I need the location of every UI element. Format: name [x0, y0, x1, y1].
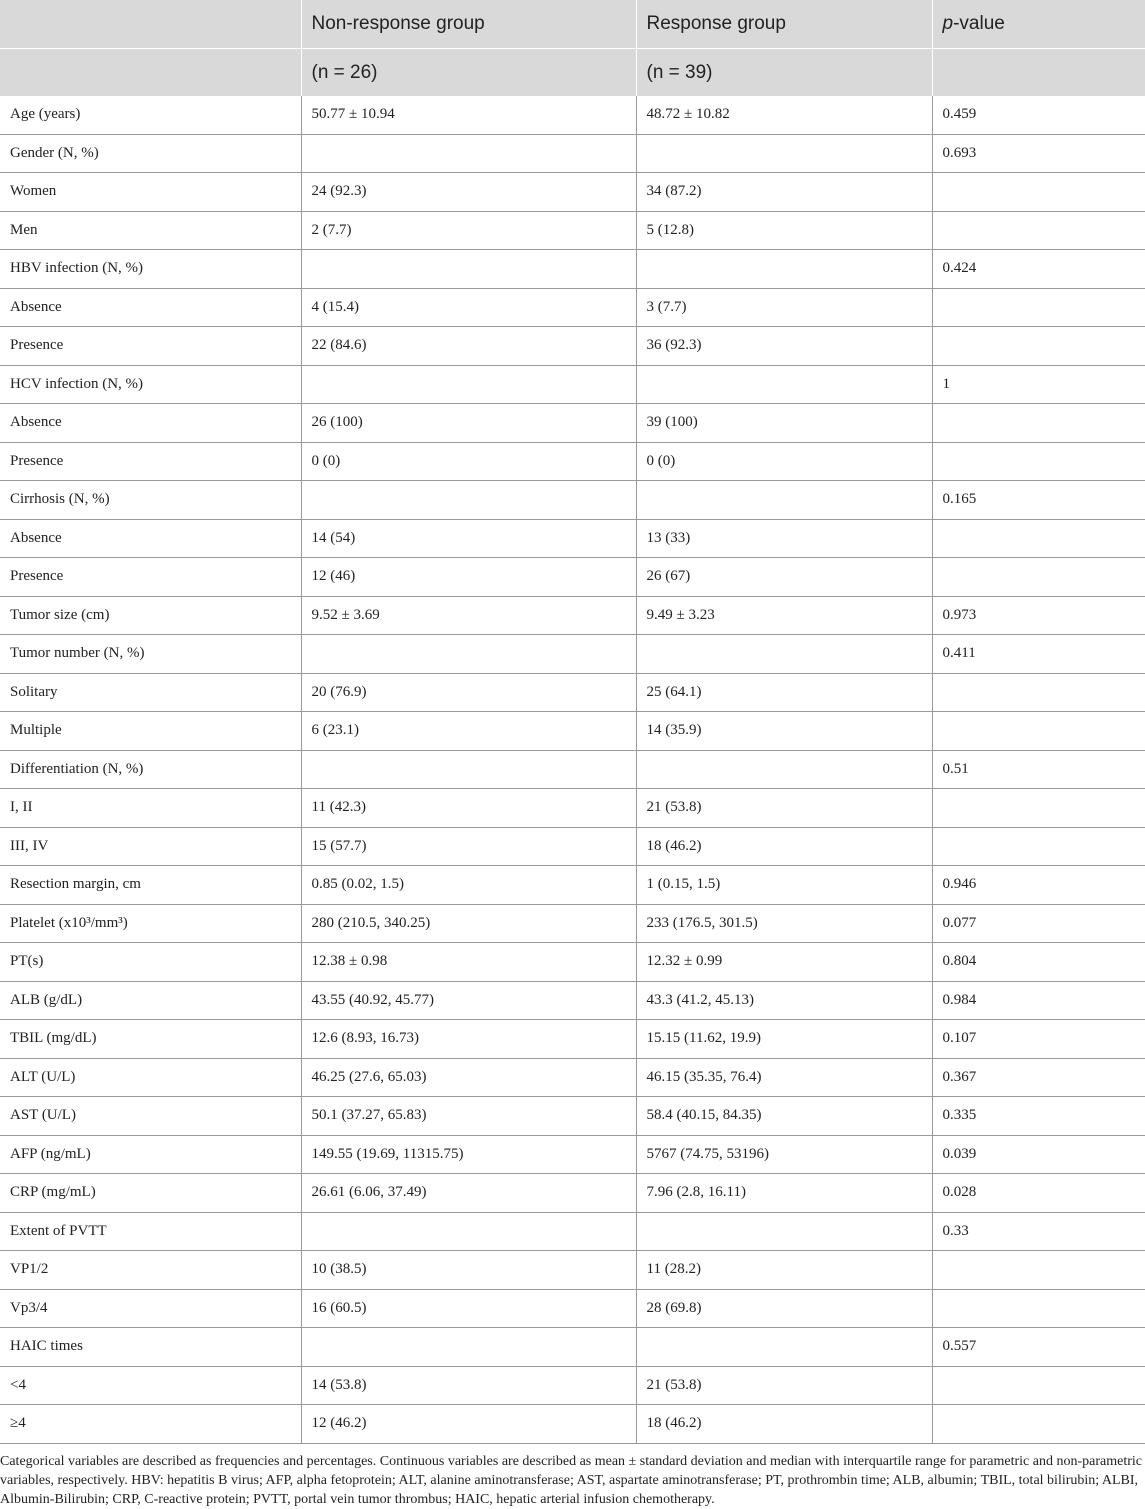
table-body: [0, 96, 1145, 1443]
nonresponse-cell: 2 (7.7): [301, 211, 636, 250]
nonresponse-cell: 43.55 (40.92, 45.77): [301, 981, 636, 1020]
table-row: [0, 288, 1145, 327]
response-cell: 3 (7.7): [636, 288, 932, 327]
p-italic: p: [942, 13, 954, 34]
p-value-cell: 0.984: [932, 981, 1145, 1020]
nonresponse-cell: 50.1 (37.27, 65.83): [301, 1097, 636, 1136]
response-cell: [636, 750, 932, 789]
table-row: [0, 558, 1145, 597]
table-row: [0, 750, 1145, 789]
response-cell: 36 (92.3): [636, 327, 932, 366]
table-row: [0, 211, 1145, 250]
table-row: [0, 1058, 1145, 1097]
p-value-cell: [932, 211, 1145, 250]
row-label: HAIC times: [0, 1328, 301, 1367]
p-value-cell: 0.411: [932, 635, 1145, 674]
table-row: [0, 1135, 1145, 1174]
table-row: [0, 1174, 1145, 1213]
p-value-cell: 1: [932, 365, 1145, 404]
p-value-cell: [932, 558, 1145, 597]
nonresponse-cell: 9.52 ± 3.69: [301, 596, 636, 635]
response-cell: [636, 1328, 932, 1367]
p-value-cell: 0.107: [932, 1020, 1145, 1059]
row-label: Presence: [0, 442, 301, 481]
row-label: Absence: [0, 519, 301, 558]
p-value-cell: [932, 1405, 1145, 1444]
p-value-cell: 0.165: [932, 481, 1145, 520]
row-label: AST (U/L): [0, 1097, 301, 1136]
p-value-cell: 0.367: [932, 1058, 1145, 1097]
nonresponse-cell: 22 (84.6): [301, 327, 636, 366]
p-value-cell: [932, 673, 1145, 712]
row-label: III, IV: [0, 827, 301, 866]
response-cell: 21 (53.8): [636, 789, 932, 828]
p-value-cell: 0.335: [932, 1097, 1145, 1136]
nonresponse-cell: [301, 250, 636, 289]
header-blank-3: [932, 49, 1145, 97]
response-cell: [636, 481, 932, 520]
nonresponse-cell: 20 (76.9): [301, 673, 636, 712]
row-label: I, II: [0, 789, 301, 828]
table-row: [0, 673, 1145, 712]
p-value-cell: [932, 404, 1145, 443]
response-cell: [636, 635, 932, 674]
nonresponse-cell: 0.85 (0.02, 1.5): [301, 866, 636, 905]
p-value-cell: [932, 1289, 1145, 1328]
row-label: Absence: [0, 404, 301, 443]
table-row: [0, 904, 1145, 943]
table-row: [0, 173, 1145, 212]
response-cell: 18 (46.2): [636, 1405, 932, 1444]
nonresponse-cell: 15 (57.7): [301, 827, 636, 866]
nonresponse-cell: [301, 1212, 636, 1251]
nonresponse-cell: 12 (46): [301, 558, 636, 597]
row-label: ≥4: [0, 1405, 301, 1444]
nonresponse-cell: 10 (38.5): [301, 1251, 636, 1290]
nonresponse-cell: 46.25 (27.6, 65.03): [301, 1058, 636, 1097]
p-value-cell: 0.946: [932, 866, 1145, 905]
response-cell: 13 (33): [636, 519, 932, 558]
p-value-cell: 0.33: [932, 1212, 1145, 1251]
response-cell: 1 (0.15, 1.5): [636, 866, 932, 905]
response-cell: 14 (35.9): [636, 712, 932, 751]
table-row: [0, 1212, 1145, 1251]
nonresponse-cell: [301, 365, 636, 404]
response-cell: 58.4 (40.15, 84.35): [636, 1097, 932, 1136]
table-row: [0, 134, 1145, 173]
response-cell: 5767 (74.75, 53196): [636, 1135, 932, 1174]
response-cell: 18 (46.2): [636, 827, 932, 866]
response-cell: [636, 365, 932, 404]
table-row: [0, 943, 1145, 982]
header-blank: [0, 0, 301, 49]
row-label: TBIL (mg/dL): [0, 1020, 301, 1059]
row-label: HCV infection (N, %): [0, 365, 301, 404]
response-cell: 26 (67): [636, 558, 932, 597]
nonresponse-cell: 6 (23.1): [301, 712, 636, 751]
p-value-cell: [932, 712, 1145, 751]
nonresponse-cell: 14 (53.8): [301, 1366, 636, 1405]
nonresponse-cell: [301, 481, 636, 520]
row-label: Platelet (x10³/mm³): [0, 904, 301, 943]
nonresponse-cell: 12 (46.2): [301, 1405, 636, 1444]
row-label: VP1/2: [0, 1251, 301, 1290]
row-label: CRP (mg/mL): [0, 1174, 301, 1213]
row-label: Cirrhosis (N, %): [0, 481, 301, 520]
p-value-cell: [932, 519, 1145, 558]
response-cell: 25 (64.1): [636, 673, 932, 712]
nonresponse-cell: 50.77 ± 10.94: [301, 96, 636, 134]
row-label: Solitary: [0, 673, 301, 712]
p-value-cell: 0.973: [932, 596, 1145, 635]
table-row: [0, 789, 1145, 828]
table-row: [0, 1289, 1145, 1328]
table-row: [0, 1251, 1145, 1290]
table-row: [0, 96, 1145, 134]
header-nonresponse-group: Non-response group: [301, 0, 636, 49]
header-response-group: Response group: [636, 0, 932, 49]
response-cell: 0 (0): [636, 442, 932, 481]
header-response-n: (n = 39): [636, 49, 932, 97]
table-row: [0, 442, 1145, 481]
p-value-cell: [932, 1251, 1145, 1290]
row-label: Presence: [0, 327, 301, 366]
row-label: Differentiation (N, %): [0, 750, 301, 789]
row-label: ALT (U/L): [0, 1058, 301, 1097]
response-cell: 15.15 (11.62, 19.9): [636, 1020, 932, 1059]
table-row: [0, 596, 1145, 635]
table-row: [0, 481, 1145, 520]
p-value-cell: [932, 827, 1145, 866]
nonresponse-cell: 149.55 (19.69, 11315.75): [301, 1135, 636, 1174]
response-cell: 21 (53.8): [636, 1366, 932, 1405]
header-p-value: [932, 0, 1145, 49]
nonresponse-cell: 0 (0): [301, 442, 636, 481]
response-cell: 11 (28.2): [636, 1251, 932, 1290]
p-value-cell: 0.039: [932, 1135, 1145, 1174]
table-row: [0, 827, 1145, 866]
response-cell: [636, 134, 932, 173]
nonresponse-cell: 4 (15.4): [301, 288, 636, 327]
row-label: HBV infection (N, %): [0, 250, 301, 289]
p-value-cell: 0.459: [932, 96, 1145, 134]
row-label: Women: [0, 173, 301, 212]
row-label: AFP (ng/mL): [0, 1135, 301, 1174]
p-value-cell: [932, 1366, 1145, 1405]
table-row: [0, 404, 1145, 443]
table-footnote: [0, 1452, 1145, 1509]
nonresponse-cell: [301, 134, 636, 173]
p-value-cell: 0.693: [932, 134, 1145, 173]
row-label: Tumor size (cm): [0, 596, 301, 635]
p-value-cell: 0.557: [932, 1328, 1145, 1367]
nonresponse-cell: 26.61 (6.06, 37.49): [301, 1174, 636, 1213]
table-row: [0, 866, 1145, 905]
p-value-rest: -value: [953, 13, 1005, 34]
response-cell: 34 (87.2): [636, 173, 932, 212]
response-cell: 43.3 (41.2, 45.13): [636, 981, 932, 1020]
nonresponse-cell: 12.38 ± 0.98: [301, 943, 636, 982]
p-value-cell: [932, 442, 1145, 481]
footnote-text: Categorical variables are described as frequencies and percentages. Continuous variables are described as mean ± standard deviation and median with interquartile range for parametric and non-parametric variables, respectively. HBV: hepatitis B virus; AFP, alpha fetoprotein; ALT, alanine aminotransferase; AST, aspartate aminotransferase; PT, prothrombin time; ALB, albumin; TBIL, total bilirubin; ALBI, Albumin-Bilirubin; CRP, C-reactive protein; PVTT, portal vein tumor thrombus; HAIC, hepatic arterial infusion chemotherapy.: [0, 1454, 1142, 1507]
row-label: Gender (N, %): [0, 134, 301, 173]
row-label: Tumor number (N, %): [0, 635, 301, 674]
table-row: [0, 712, 1145, 751]
nonresponse-cell: [301, 635, 636, 674]
response-cell: 28 (69.8): [636, 1289, 932, 1328]
nonresponse-cell: [301, 750, 636, 789]
row-label: Men: [0, 211, 301, 250]
response-cell: [636, 250, 932, 289]
nonresponse-cell: 11 (42.3): [301, 789, 636, 828]
response-cell: 12.32 ± 0.99: [636, 943, 932, 982]
table-row: [0, 1097, 1145, 1136]
nonresponse-cell: 24 (92.3): [301, 173, 636, 212]
table-row: [0, 519, 1145, 558]
table-row: [0, 981, 1145, 1020]
table-row: [0, 1366, 1145, 1405]
nonresponse-cell: 14 (54): [301, 519, 636, 558]
response-cell: 5 (12.8): [636, 211, 932, 250]
response-cell: 233 (176.5, 301.5): [636, 904, 932, 943]
table-row: [0, 250, 1145, 289]
table-header: [0, 0, 1145, 96]
nonresponse-cell: 16 (60.5): [301, 1289, 636, 1328]
row-label: ALB (g/dL): [0, 981, 301, 1020]
nonresponse-cell: [301, 1328, 636, 1367]
row-label: Absence: [0, 288, 301, 327]
response-cell: 7.96 (2.8, 16.11): [636, 1174, 932, 1213]
p-value-cell: [932, 288, 1145, 327]
row-label: Vp3/4: [0, 1289, 301, 1328]
nonresponse-cell: 12.6 (8.93, 16.73): [301, 1020, 636, 1059]
p-value-cell: 0.804: [932, 943, 1145, 982]
table-row: [0, 327, 1145, 366]
p-value-cell: 0.424: [932, 250, 1145, 289]
table-row: [0, 635, 1145, 674]
table-row: [0, 1405, 1145, 1444]
table-row: [0, 365, 1145, 404]
p-value-cell: [932, 789, 1145, 828]
p-value-cell: [932, 173, 1145, 212]
row-label: Age (years): [0, 96, 301, 134]
row-label: PT(s): [0, 943, 301, 982]
row-label: Multiple: [0, 712, 301, 751]
response-cell: 9.49 ± 3.23: [636, 596, 932, 635]
row-label: Presence: [0, 558, 301, 597]
table-row: [0, 1328, 1145, 1367]
header-blank-2: [0, 49, 301, 97]
header-nonresponse-n: (n = 26): [301, 49, 636, 97]
p-value-cell: [932, 327, 1145, 366]
row-label: <4: [0, 1366, 301, 1405]
nonresponse-cell: 26 (100): [301, 404, 636, 443]
nonresponse-cell: 280 (210.5, 340.25): [301, 904, 636, 943]
p-value-cell: 0.028: [932, 1174, 1145, 1213]
p-value-cell: 0.077: [932, 904, 1145, 943]
p-value-cell: 0.51: [932, 750, 1145, 789]
response-cell: 46.15 (35.35, 76.4): [636, 1058, 932, 1097]
response-cell: 48.72 ± 10.82: [636, 96, 932, 134]
response-cell: [636, 1212, 932, 1251]
table-row: [0, 1020, 1145, 1059]
row-label: Extent of PVTT: [0, 1212, 301, 1251]
row-label: Resection margin, cm: [0, 866, 301, 905]
response-cell: 39 (100): [636, 404, 932, 443]
